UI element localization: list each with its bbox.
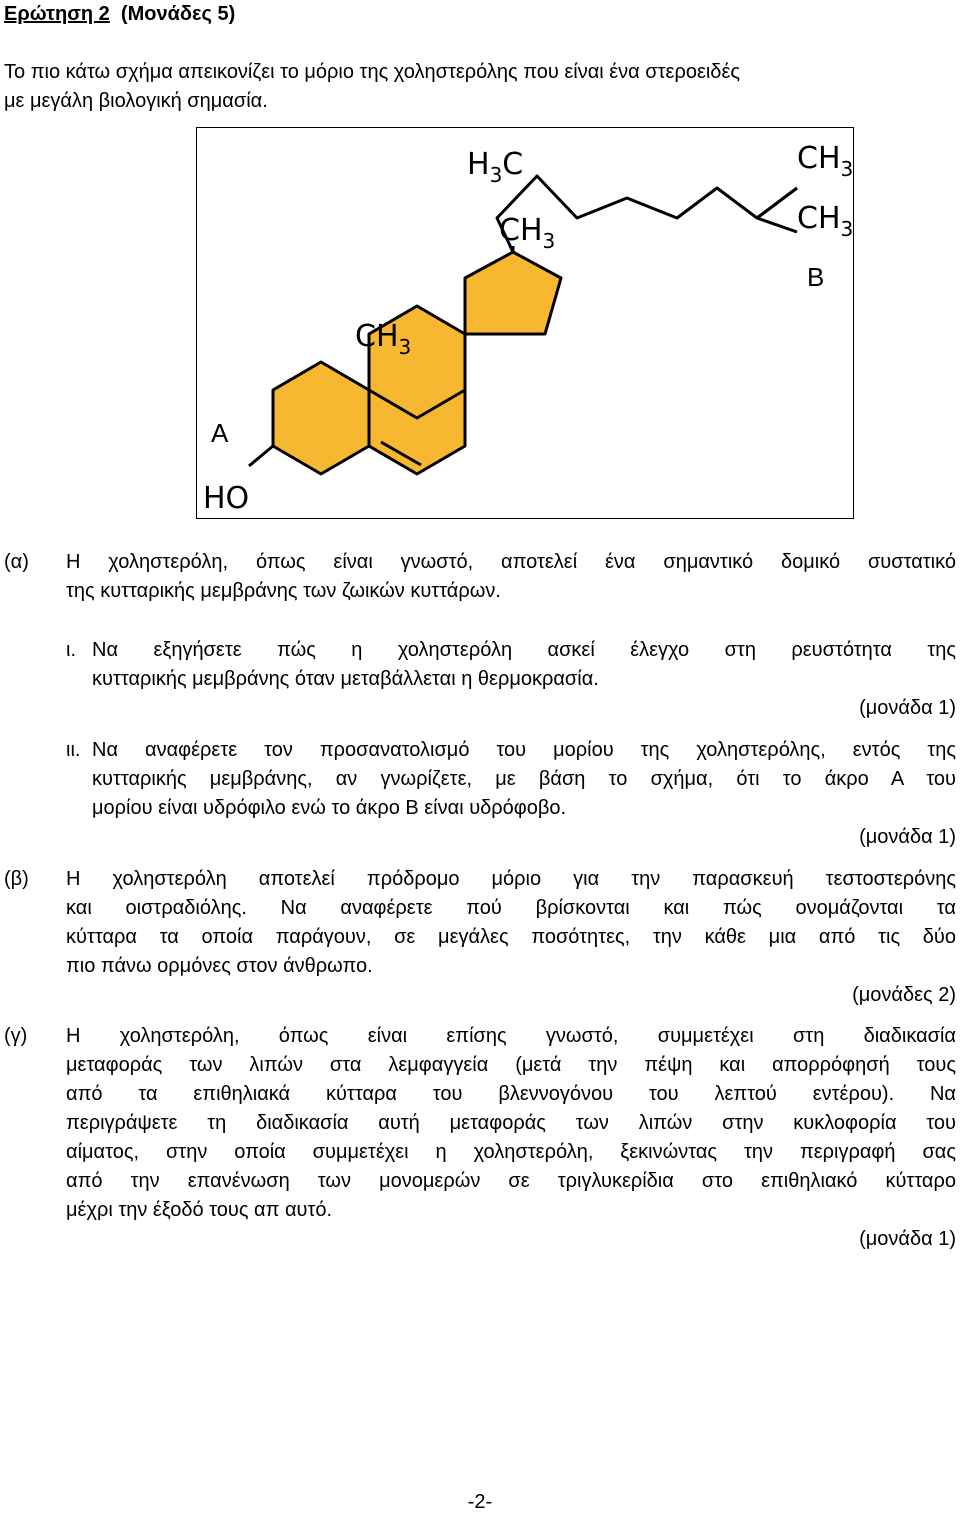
part-a-line-1: Η χοληστερόλη, όπως είναι γνωστό, αποτελεί ένα σημαντικό δομικό συστατικό xyxy=(66,551,956,573)
part-b-line-4: πιο πάνω ορμόνες στον άνθρωπο. xyxy=(66,955,373,977)
part-b-marker: (β) xyxy=(4,868,29,890)
part-a-i-points: (μονάδα 1) xyxy=(859,697,956,719)
part-b-line-1: Η χοληστερόλη αποτελεί πρόδρομο μόριο για την παρασκευή τεστοστερόνης xyxy=(66,868,956,890)
part-b-line-2: και οιστραδιόλης. Να αναφέρετε πού βρίσκονται και πώς ονομάζονται τα xyxy=(66,897,956,919)
part-a-marker: (α) xyxy=(4,551,29,573)
part-b-line-3: κύτταρα τα οποία παράγουν, σε μεγάλες ποσότητες, την κάθε μια από τις δύο xyxy=(66,926,956,948)
part-a-i-line-1: Να εξηγήσετε πώς η χοληστερόλη ασκεί έλεγχο στη ρευστότητα της xyxy=(92,639,956,661)
ch3-label-1: $CH_3$ xyxy=(355,319,412,359)
methyl-branch-bottom xyxy=(757,218,797,232)
part-c-points: (μονάδα 1) xyxy=(859,1228,956,1250)
part-c-line-3: από τα επιθηλιακά κύτταρα του βλεννογόνου του λεπτού εντέρου). Να xyxy=(66,1083,956,1105)
ring-d xyxy=(465,252,561,334)
part-a-ii-line-2: κυτταρικής μεμβράνης, αν γνωρίζετε, με βάση το σχήμα, ότι το άκρο Α του xyxy=(92,768,956,790)
ring-a xyxy=(273,362,369,474)
part-c-line-4: περιγράψετε τη διαδικασία αυτή μεταφοράς των λιπών στην κυκλοφορία του xyxy=(66,1112,956,1134)
ch3-label-3: $CH_3$ xyxy=(797,141,854,181)
part-c-line-7: μέχρι την έξοδό τους απ αυτό. xyxy=(66,1199,333,1221)
part-b-points: (μονάδες 2) xyxy=(852,984,956,1006)
ch3-label-2: $CH_3$ xyxy=(499,213,556,253)
intro-line-1: Το πιο κάτω σχήμα απεικονίζει το μόριο της χοληστερόλης που είναι ένα στεροειδές xyxy=(4,61,740,83)
question-title xyxy=(4,0,235,29)
methyl-branch-top xyxy=(757,188,797,218)
part-a-i-marker: ι. xyxy=(66,639,76,661)
cholesterol-figure xyxy=(196,127,854,519)
part-c-line-5: αίματος, στην οποία συμμετέχει η χοληστερόλη, ξεκινώντας την περιγραφή σας xyxy=(66,1141,956,1163)
ho-bond xyxy=(249,446,273,466)
part-a-line-2: της κυτταρικής μεμβράνης των ζωικών κυττάρων. xyxy=(66,580,501,602)
end-a-label: A xyxy=(211,418,229,448)
part-c-line-1: Η χοληστερόλη, όπως είναι επίσης γνωστό, συμμετέχει στη διαδικασία xyxy=(66,1025,956,1047)
ho-label: HO xyxy=(203,481,250,516)
part-c-marker: (γ) xyxy=(4,1025,28,1047)
part-a-ii-line-1: Να αναφέρετε τον προσανατολισμό του μορίου της χοληστερόλης, εντός της xyxy=(92,739,956,761)
end-b-label: B xyxy=(807,262,825,292)
cholesterol-diagram xyxy=(197,128,855,520)
ch3-label-4: $CH_3$ xyxy=(797,201,854,241)
part-c-line-2: μεταφοράς των λιπών στα λεμφαγγεία (μετά την πέψη και απορρόφησή τους xyxy=(66,1054,956,1076)
part-a-ii-points: (μονάδα 1) xyxy=(859,826,956,848)
part-c-line-6: από την επανένωση των μονομερών σε τριγλυκερίδια στο επιθηλιακό κύτταρο xyxy=(66,1170,956,1192)
part-a-ii-marker: ιι. xyxy=(66,739,81,761)
page-number: -2- xyxy=(467,1491,493,1513)
part-a-i-line-2: κυτταρικής μεμβράνης όταν μεταβάλλεται η θερμοκρασία. xyxy=(92,668,599,690)
intro-line-2: με μεγάλη βιολογική σημασία. xyxy=(4,90,268,112)
part-a-ii-line-3: μορίου είναι υδρόφιλο ενώ το άκρο Β είναι υδρόφοβο. xyxy=(92,797,567,819)
question-label: Ερώτηση 2 xyxy=(4,3,110,25)
question-points: (Μονάδες 5) xyxy=(120,3,236,25)
h3c-label: $H_3C$ xyxy=(467,147,524,187)
